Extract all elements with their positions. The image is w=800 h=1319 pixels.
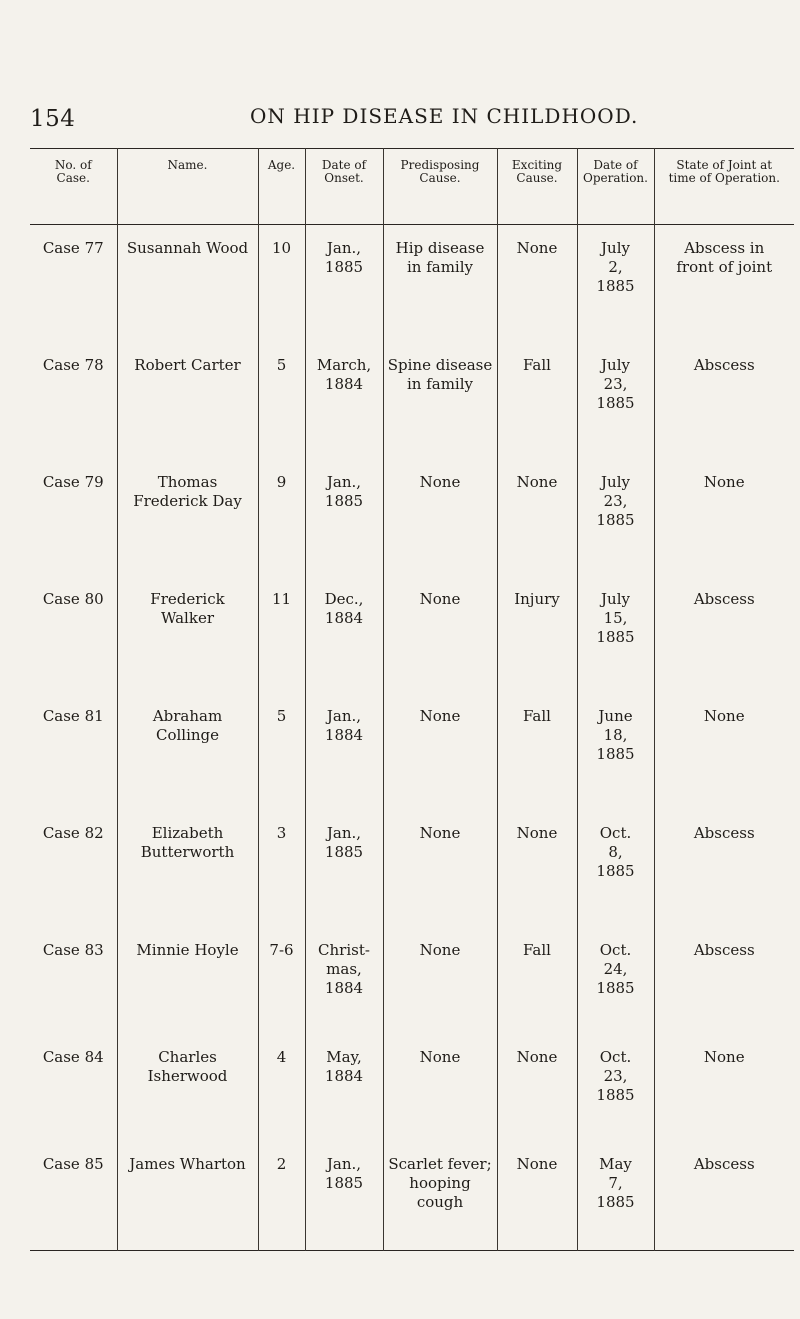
cell-text: Abscess xyxy=(693,940,755,959)
case-number-cell xyxy=(30,576,117,693)
cell-text: Isherwood xyxy=(147,1066,228,1085)
age-cell xyxy=(258,927,305,1034)
operation-date-cell xyxy=(577,459,654,576)
header-label: Exciting xyxy=(511,158,563,172)
cell-text: Case 83 xyxy=(42,940,104,959)
predisposing-cause-cell xyxy=(383,576,497,693)
cell-text: hooping xyxy=(409,1173,471,1192)
col-operation-header xyxy=(577,149,654,225)
col-joint-state-header xyxy=(654,149,794,225)
cell-text: July xyxy=(601,589,630,608)
cell-text: None xyxy=(516,472,558,491)
cell-text: front of joint xyxy=(676,258,773,276)
patient-name-cell xyxy=(117,459,258,576)
age-cell xyxy=(258,810,305,927)
age-cell xyxy=(258,576,305,693)
cell-text: None xyxy=(419,472,461,491)
cell-text: Abscess xyxy=(693,589,755,608)
cell-text: July xyxy=(601,239,630,257)
header-label: Case. xyxy=(56,171,90,185)
predisposing-cause-cell xyxy=(383,693,497,810)
cell-text: 1885 xyxy=(596,1085,635,1104)
joint-state-cell xyxy=(654,459,794,576)
exciting-cause-cell xyxy=(497,927,577,1034)
cell-text: None xyxy=(703,472,745,491)
joint-state-cell xyxy=(654,1141,794,1251)
header-label: Predisposing xyxy=(400,158,480,172)
cell-text: 10 xyxy=(271,239,292,257)
cell-text: None xyxy=(516,823,558,842)
cell-text: Case 80 xyxy=(42,589,104,608)
header-label: State of Joint at xyxy=(676,158,773,172)
header-label: Name. xyxy=(167,158,208,172)
cell-text: 9 xyxy=(276,472,287,491)
patient-name-cell xyxy=(117,576,258,693)
table-row xyxy=(30,342,794,459)
cell-text: 1884 xyxy=(324,725,364,744)
header-label: Onset. xyxy=(324,171,364,185)
cell-text: 1885 xyxy=(596,861,635,880)
header-label: Operation. xyxy=(583,171,648,185)
cell-text: Case 84 xyxy=(42,1047,104,1066)
table-row xyxy=(30,1141,794,1251)
case-table xyxy=(30,148,794,1251)
cell-text: None xyxy=(419,940,461,959)
table-header-row xyxy=(30,149,794,225)
col-exciting-header xyxy=(497,149,577,225)
header-label: Date of xyxy=(593,158,638,172)
operation-date-cell xyxy=(577,927,654,1034)
cell-text: Walker xyxy=(161,608,214,627)
cell-text: Butterworth xyxy=(140,842,235,861)
cell-text: 1885 xyxy=(324,491,364,510)
table-row xyxy=(30,693,794,810)
cell-text: 7-6 xyxy=(269,940,294,959)
exciting-cause-cell xyxy=(497,225,577,342)
exciting-cause-cell xyxy=(497,1141,577,1251)
cell-text: 11 xyxy=(271,589,292,608)
cell-text: 1885 xyxy=(324,258,364,276)
cell-text: Jan., xyxy=(326,1154,362,1173)
cell-text: 1885 xyxy=(596,277,635,295)
cell-text: None xyxy=(516,1154,558,1173)
case-table-container xyxy=(30,148,794,1251)
patient-name-cell xyxy=(117,810,258,927)
table-row xyxy=(30,927,794,1034)
cell-text: Frederick xyxy=(150,589,225,608)
cell-text: Susannah Wood xyxy=(126,239,249,257)
cell-text: Dec., xyxy=(324,589,364,608)
cell-text: 1885 xyxy=(324,842,364,861)
cell-text: Case 81 xyxy=(42,706,104,725)
cell-text: Case 77 xyxy=(42,239,104,257)
cell-text: 4 xyxy=(276,1047,287,1066)
cell-text: Case 85 xyxy=(42,1154,104,1173)
joint-state-cell xyxy=(654,225,794,342)
cell-text: 5 xyxy=(276,355,287,374)
joint-state-cell xyxy=(654,693,794,810)
cell-text: 1885 xyxy=(324,1173,364,1192)
predisposing-cause-cell xyxy=(383,459,497,576)
cell-text: May xyxy=(599,1154,632,1173)
cell-text: Jan., xyxy=(326,706,362,725)
cell-text: Christ- xyxy=(318,940,370,959)
header-label: No. of xyxy=(54,158,92,172)
cell-text: None xyxy=(419,823,461,842)
cell-text: mas, xyxy=(326,959,362,978)
header-label: Date of xyxy=(321,158,367,172)
cell-text: Case 79 xyxy=(42,472,104,491)
cell-text: in family xyxy=(406,258,473,276)
case-number-cell xyxy=(30,927,117,1034)
cell-text: Fall xyxy=(523,940,551,959)
onset-date-cell xyxy=(305,225,383,342)
cell-text: Abraham xyxy=(152,706,223,725)
onset-date-cell xyxy=(305,576,383,693)
cell-text: 1885 xyxy=(596,1192,635,1211)
predisposing-cause-cell xyxy=(383,225,497,342)
cell-text: Charles xyxy=(158,1047,217,1066)
age-cell xyxy=(258,459,305,576)
joint-state-cell xyxy=(654,810,794,927)
cell-text: None xyxy=(703,706,745,725)
cell-text: Case 82 xyxy=(42,823,104,842)
operation-date-cell xyxy=(577,1141,654,1251)
predisposing-cause-cell xyxy=(383,810,497,927)
cell-text: Elizabeth xyxy=(151,823,224,842)
cell-text: Hip disease xyxy=(395,239,485,257)
cell-text: June xyxy=(598,706,633,725)
exciting-cause-cell xyxy=(497,1034,577,1141)
cell-text: 7, xyxy=(608,1173,623,1192)
header-label: Cause. xyxy=(419,171,461,185)
operation-date-cell xyxy=(577,1034,654,1141)
patient-name-cell xyxy=(117,1141,258,1251)
header-label: Cause. xyxy=(516,171,558,185)
cell-text: 1884 xyxy=(324,608,364,627)
patient-name-cell xyxy=(117,225,258,342)
predisposing-cause-cell xyxy=(383,927,497,1034)
predisposing-cause-cell xyxy=(383,342,497,459)
patient-name-cell xyxy=(117,342,258,459)
cell-text: Abscess xyxy=(693,823,755,842)
cell-text: 1884 xyxy=(324,1066,364,1085)
case-number-cell xyxy=(30,1141,117,1251)
cell-text: None xyxy=(419,1047,461,1066)
case-number-cell xyxy=(30,693,117,810)
patient-name-cell xyxy=(117,927,258,1034)
cell-text: May, xyxy=(326,1047,362,1066)
cell-text: July xyxy=(601,472,630,491)
onset-date-cell xyxy=(305,693,383,810)
cell-text: Oct. xyxy=(599,940,632,959)
cell-text: 1884 xyxy=(324,978,364,997)
col-name-header xyxy=(117,149,258,225)
predisposing-cause-cell xyxy=(383,1141,497,1251)
table-row xyxy=(30,810,794,927)
patient-name-cell xyxy=(117,1034,258,1141)
cell-text: Spine disease xyxy=(387,355,493,374)
cell-text: None xyxy=(703,1047,745,1066)
operation-date-cell xyxy=(577,693,654,810)
exciting-cause-cell xyxy=(497,459,577,576)
cell-text: 1884 xyxy=(324,374,364,393)
col-predisposing-header xyxy=(383,149,497,225)
cell-text: March, xyxy=(316,355,372,374)
cell-text: Jan., xyxy=(326,239,362,257)
age-cell xyxy=(258,693,305,810)
cell-text: Thomas xyxy=(157,472,218,491)
patient-name-cell xyxy=(117,693,258,810)
cell-text: Collinge xyxy=(155,725,220,744)
operation-date-cell xyxy=(577,225,654,342)
table-row xyxy=(30,576,794,693)
cell-text: 2 xyxy=(276,1154,287,1173)
cell-text: 8, xyxy=(608,842,623,861)
cell-text: in family xyxy=(406,374,473,393)
col-age-header xyxy=(258,149,305,225)
cell-text: None xyxy=(419,706,461,725)
cell-text: 15, xyxy=(603,608,628,627)
case-number-cell xyxy=(30,459,117,576)
cell-text: Abscess xyxy=(693,355,755,374)
cell-text: 1885 xyxy=(596,510,635,529)
running-head: ON HIP DISEASE IN CHILDHOOD. xyxy=(250,104,639,128)
operation-date-cell xyxy=(577,810,654,927)
cell-text: 23, xyxy=(603,1066,628,1085)
case-number-cell xyxy=(30,342,117,459)
cell-text: James Wharton xyxy=(129,1154,246,1173)
cell-text: Jan., xyxy=(326,472,362,491)
cell-text: Oct. xyxy=(599,1047,632,1066)
joint-state-cell xyxy=(654,927,794,1034)
onset-date-cell xyxy=(305,459,383,576)
onset-date-cell xyxy=(305,342,383,459)
cell-text: 3 xyxy=(276,823,287,842)
cell-text: 5 xyxy=(276,706,287,725)
onset-date-cell xyxy=(305,810,383,927)
joint-state-cell xyxy=(654,576,794,693)
cell-text: 1885 xyxy=(596,744,635,763)
operation-date-cell xyxy=(577,342,654,459)
cell-text: cough xyxy=(416,1192,464,1211)
cell-text: 24, xyxy=(603,959,628,978)
cell-text: Fall xyxy=(523,355,551,374)
cell-text: Case 78 xyxy=(42,355,104,374)
cell-text: July xyxy=(601,355,630,374)
operation-date-cell xyxy=(577,576,654,693)
onset-date-cell xyxy=(305,1034,383,1141)
col-case-number-header xyxy=(30,149,117,225)
cell-text: Scarlet fever; xyxy=(388,1154,492,1173)
cell-text: Frederick Day xyxy=(133,491,242,510)
cell-text: 18, xyxy=(603,725,628,744)
table-row xyxy=(30,459,794,576)
cell-text: Abscess xyxy=(693,1154,755,1173)
case-number-cell xyxy=(30,810,117,927)
cell-text: 2, xyxy=(608,258,623,276)
table-row xyxy=(30,1034,794,1141)
case-number-cell xyxy=(30,225,117,342)
age-cell xyxy=(258,1141,305,1251)
exciting-cause-cell xyxy=(497,576,577,693)
joint-state-cell xyxy=(654,1034,794,1141)
exciting-cause-cell xyxy=(497,810,577,927)
cell-text: Abscess in xyxy=(684,239,765,257)
case-number-cell xyxy=(30,1034,117,1141)
age-cell xyxy=(258,342,305,459)
cell-text: 23, xyxy=(603,374,628,393)
onset-date-cell xyxy=(305,927,383,1034)
cell-text: 1885 xyxy=(596,978,635,997)
cell-text: None xyxy=(419,589,461,608)
cell-text: None xyxy=(516,239,558,257)
cell-text: Oct. xyxy=(599,823,632,842)
page-number: 154 xyxy=(30,106,76,132)
cell-text: Minnie Hoyle xyxy=(136,940,239,959)
header-label: time of Operation. xyxy=(668,171,780,185)
predisposing-cause-cell xyxy=(383,1034,497,1141)
table-row xyxy=(30,225,794,342)
cell-text: Jan., xyxy=(326,823,362,842)
cell-text: 1885 xyxy=(596,627,635,646)
cell-text: 1885 xyxy=(596,393,635,412)
cell-text: 23, xyxy=(603,491,628,510)
cell-text: Injury xyxy=(514,589,560,608)
table-body xyxy=(30,225,794,1251)
onset-date-cell xyxy=(305,1141,383,1251)
age-cell xyxy=(258,1034,305,1141)
exciting-cause-cell xyxy=(497,693,577,810)
cell-text: Robert Carter xyxy=(134,355,241,374)
col-onset-header xyxy=(305,149,383,225)
exciting-cause-cell xyxy=(497,342,577,459)
joint-state-cell xyxy=(654,342,794,459)
age-cell xyxy=(258,225,305,342)
cell-text: Fall xyxy=(523,706,551,725)
header-label: Age. xyxy=(267,158,296,172)
cell-text: None xyxy=(516,1047,558,1066)
